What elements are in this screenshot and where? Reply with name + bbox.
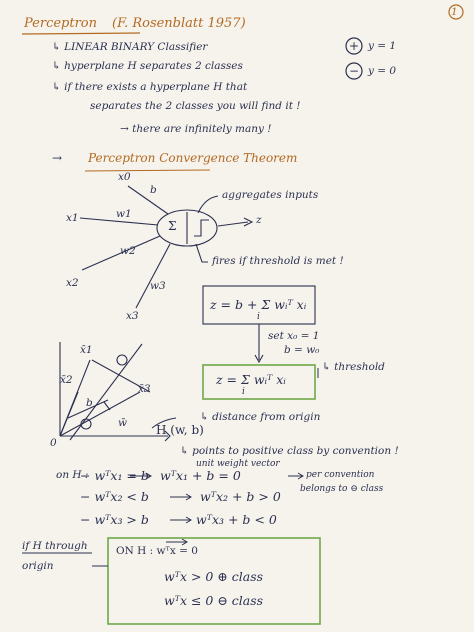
neuron-x2: x2 (66, 277, 79, 289)
neuron-diagram (80, 186, 252, 308)
on-h-label: on H : (56, 469, 89, 481)
convergence-arrow: → (52, 151, 63, 165)
origin-box-line-3: wᵀx ≤ 0 ⊖ class (164, 593, 264, 608)
plot-x3: x̄3 (138, 383, 151, 395)
neuron-w1: w1 (116, 208, 132, 220)
on-h-r1-note-b: belongs to ⊖ class (300, 484, 384, 494)
intro-line-1: ↳ LINEAR BINARY Classifier (52, 41, 208, 53)
plus-symbol: + (349, 39, 360, 53)
on-h-r3-right: wᵀx₃ + b < 0 (196, 512, 277, 527)
intro-line-3: ↳ if there exists a hyperplane H that (52, 81, 248, 93)
neuron-z: z (256, 214, 262, 226)
origin-side-label-1: if H through (22, 540, 88, 552)
origin-box-line-2: wᵀx > 0 ⊕ class (164, 569, 264, 584)
intro-line-5: → there are infinitely many ! (120, 123, 272, 135)
intro-line-4: separates the 2 classes you will find it ! (90, 100, 301, 112)
neuron-w2: w2 (120, 245, 136, 257)
on-h-r3-left: − wᵀx₃ > b (80, 512, 149, 527)
z-definition: z = b + Σ wᵢᵀ xᵢ (210, 297, 307, 312)
on-h-arrows (130, 473, 303, 545)
plot-x1: x̄1 (80, 344, 93, 356)
title-citation: (F. Rosenblatt 1957) (112, 16, 246, 31)
on-h-r2-right: wᵀx₂ + b > 0 (200, 489, 281, 504)
plot-origin: 0 (50, 437, 57, 449)
title-underline (22, 33, 140, 34)
intro-line-2: ↳ hyperplane H separates 2 classes (52, 60, 243, 72)
neuron-x0: x0 (118, 171, 131, 183)
origin-side-label-2: origin (22, 560, 54, 572)
threshold-label: ↳ threshold (322, 361, 385, 373)
geometry-plot (60, 342, 170, 441)
neuron-w3: w3 (150, 280, 166, 292)
origin-box-title: ON H : wᵀx = 0 (116, 545, 198, 557)
set-line-1: set x₀ = 1 (268, 330, 320, 342)
page-number: 1 (451, 6, 458, 18)
neuron-sum: Σ (168, 219, 177, 233)
convergence-title: Perceptron Convergence Theorem (88, 151, 298, 165)
plot-w: w̄ (118, 417, 127, 429)
plot-x2: x̄2 (60, 374, 73, 386)
plot-hyperplane-label: H (w, b) (156, 423, 204, 437)
z-definition-index: i (257, 312, 260, 322)
z-compact-index: i (242, 387, 245, 397)
on-h-r1-right: wᵀx₁ + b = 0 (160, 468, 241, 483)
neuron-aggregates: aggregates inputs (222, 189, 319, 201)
neuron-x3: x3 (126, 310, 139, 322)
neuron-b: b (150, 184, 157, 196)
unit-vector-note: unit weight vector (196, 459, 280, 469)
convergence-underline (85, 170, 210, 171)
class-plus-label: y = 1 (368, 40, 397, 52)
class-minus-label: y = 0 (368, 65, 397, 77)
positive-class-note: ↳ points to positive class by convention ! (180, 445, 399, 457)
neuron-fires: fires if threshold is met ! (212, 255, 344, 267)
on-h-r1-note-a: per convention (306, 470, 375, 480)
on-h-r2-left: − wᵀx₂ < b (80, 489, 149, 504)
set-line-2: b = w₀ (284, 344, 320, 356)
plot-b: b (86, 397, 93, 409)
on-h-r1-left: − wᵀx₁ = b (80, 468, 149, 483)
distance-note: ↳ distance from origin (200, 411, 321, 423)
page-title: Perceptron (24, 16, 98, 31)
neuron-x1: x1 (66, 212, 79, 224)
z-compact: z = Σ wᵢᵀ xᵢ (216, 372, 286, 387)
minus-symbol: − (349, 64, 360, 78)
